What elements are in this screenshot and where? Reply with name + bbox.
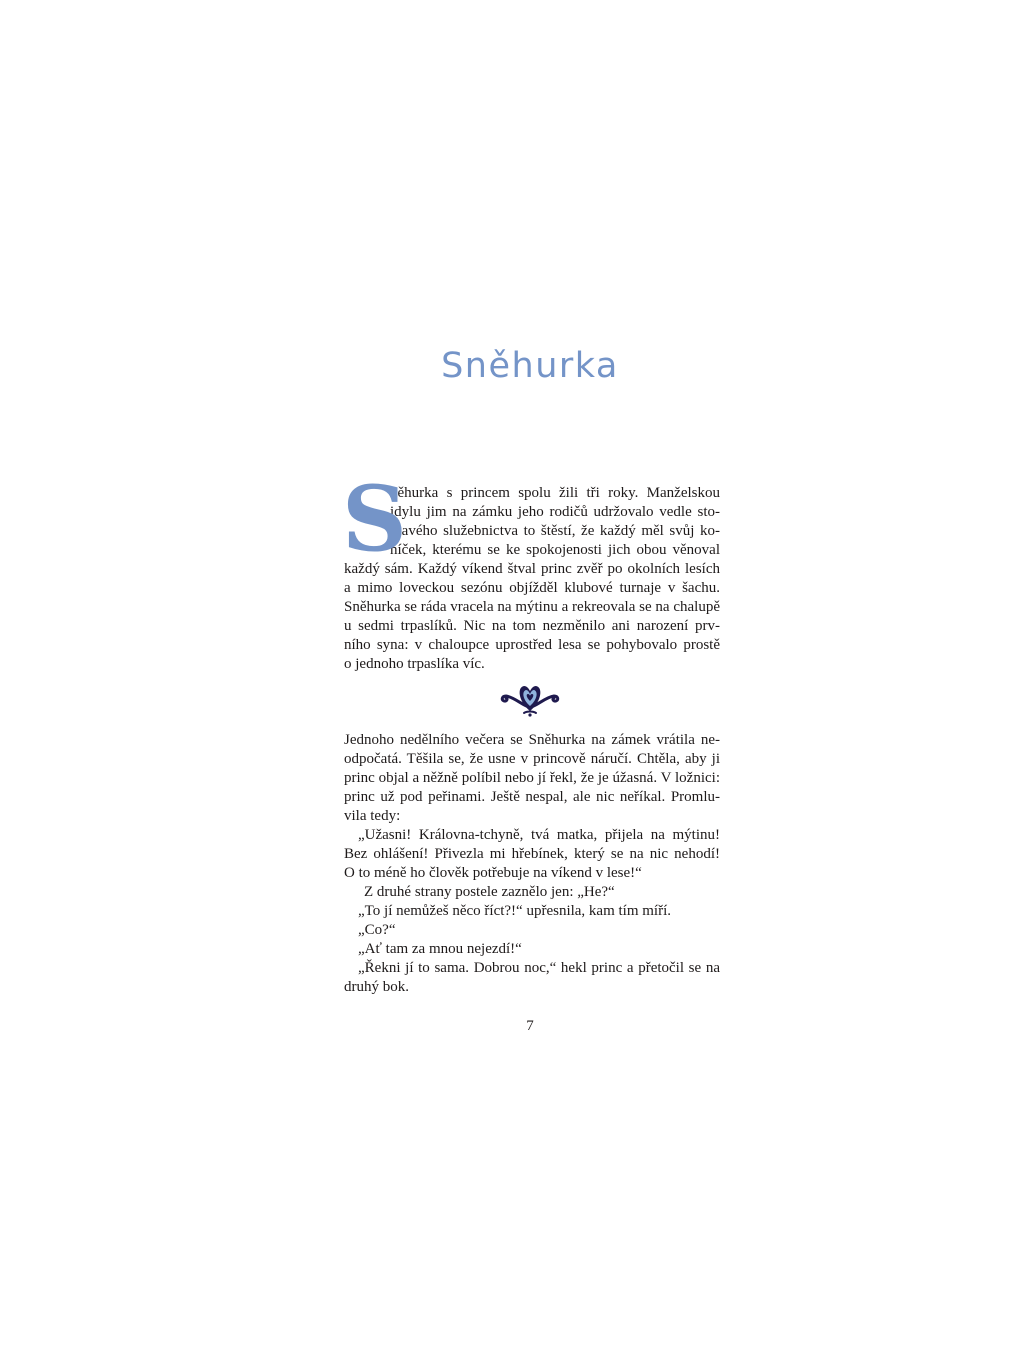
page-number: 7 [526, 1018, 534, 1034]
text-line: níček, kterému se ke spokojenosti jich obou věnoval [390, 542, 720, 558]
dialogue-line: „To jí nemůžeš něco říct?!“ upřesnila, kam tím míří. [358, 903, 672, 919]
text-line: ního syna: v chaloupce uprostřed lesa se pohybovalo prostě [344, 637, 720, 653]
text-line: u sedmi trpaslíků. Nic na tom nezměnilo ani narození prv- [344, 618, 720, 634]
text-line: a mimo loveckou sezónu objížděl klubové turnaje v šachu. [344, 580, 720, 596]
text-line: princ už pod peřinami. Ještě nespal, ale nic neříkal. Promlu- [344, 789, 720, 805]
text-line: hlavého služebnictva to štěstí, že každý měl svůj ko- [390, 523, 720, 539]
text-line: odpočatá. Těšila se, že usne v princově náručí. Chtěla, aby ji [344, 751, 720, 767]
second-section [344, 731, 720, 997]
text-line: něhurka s princem spolu žili tři roky. Manželskou [390, 485, 720, 501]
dialogue-line: „Co?“ [358, 922, 396, 938]
dialogue-line: Z druhé strany postele zaznělo jen: „He?“ [364, 884, 615, 900]
text-line: O to méně ho člověk potřebuje na víkend v lese!“ [344, 865, 642, 881]
text-line: idylu jim na zámku jeho rodičů udržovalo vedle sto- [390, 504, 720, 520]
text-line: o jednoho trpaslíka víc. [344, 656, 485, 672]
text-line: Bez ohlášení! Přivezla mi hřebínek, který se na nic nehodí! [344, 846, 720, 862]
dialogue-line: „Ať tam za mnou nejezdí!“ [358, 941, 522, 957]
text-line: vila tedy: [344, 808, 401, 824]
text-line: druhý bok. [344, 979, 409, 995]
chapter-title: Sněhurka [441, 346, 619, 386]
text-line: každý sám. Každý víkend štval princ zvěř po okolních lesích [344, 561, 720, 577]
text-line: Sněhurka se ráda vracela na mýtinu a rekreovala se na chalupě [344, 599, 720, 615]
text-line: princ objal a něžně políbil nebo jí řekl, že je úžasná. V ložnici: [344, 770, 720, 786]
drop-cap: S [342, 466, 407, 572]
dialogue-line: „Užasni! Královna-tchyně, tvá matka, přijela na mýtinu! [358, 827, 720, 843]
heart-ornament-icon [500, 681, 560, 717]
opening-paragraph [342, 466, 720, 674]
text-line: Jednoho nedělního večera se Sněhurka na zámek vrátila ne- [344, 732, 720, 748]
dialogue-line: „Řekni jí to sama. Dobrou noc,“ hekl princ a přetočil se na [358, 960, 720, 976]
